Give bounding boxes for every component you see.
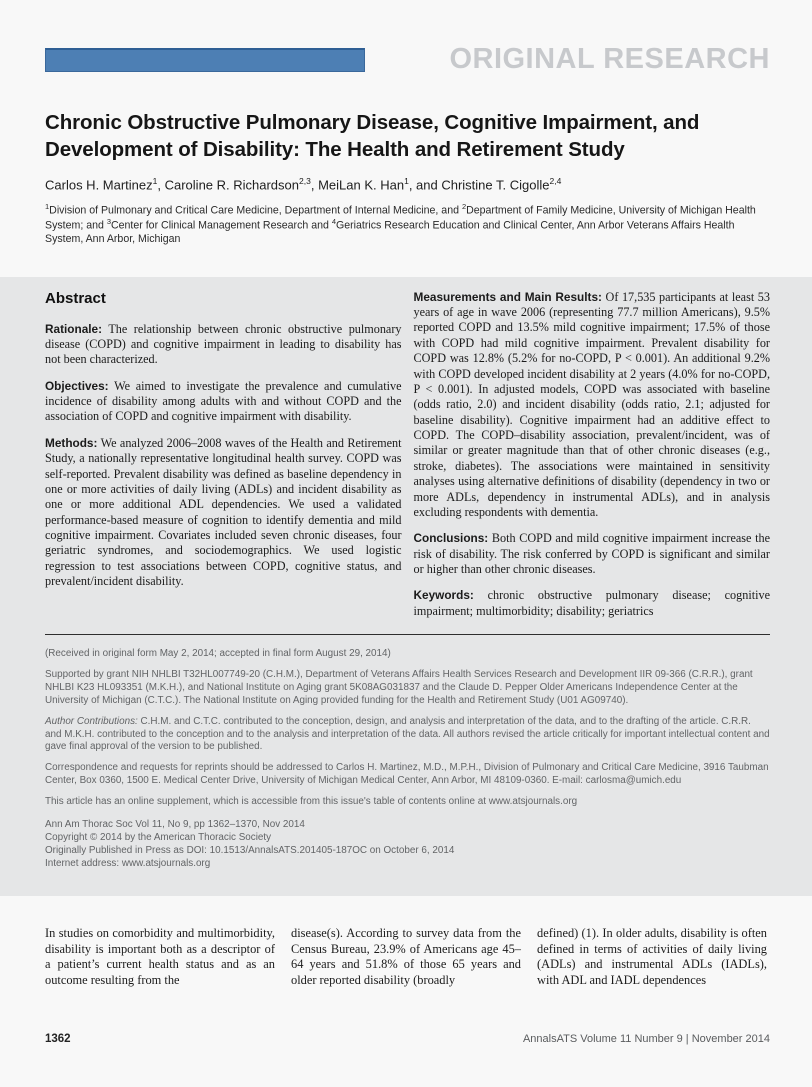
citation-doi: Originally Published in Press as DOI: 10.1513/AnnalsATS.201405-187OC on October 6, 2014 bbox=[45, 844, 455, 856]
paragraph-label: Objectives: bbox=[45, 378, 109, 393]
affiliation-text: Center for Clinical Management Research and bbox=[111, 220, 332, 233]
footnote-supplement: This article has an online supplement, which is accessible from this issue's table of contents online at www.atsjournals.org bbox=[45, 796, 578, 808]
affiliations bbox=[45, 202, 767, 247]
intro-column-2: disease(s). According to survey data from the Census Bureau, 23.9% of Americans age 45–64 years and 51.8% of those 65 years and older reported disability (broadly bbox=[291, 926, 521, 987]
paragraph-text: We aimed to investigate the prevalence and cumulative incidence of disability among adults with and without COPD and the association of COPD and cognitive impairment with disability. bbox=[45, 378, 402, 424]
affiliation-sup: 4 bbox=[331, 217, 336, 227]
affiliation-text: Geriatrics Research Education and Clinical Center, Ann Arbor Veterans Affairs Health System, Ann Arbor, Michigan bbox=[45, 220, 735, 246]
abstract-heading: Abstract bbox=[45, 289, 106, 307]
paragraph-label: Rationale: bbox=[45, 321, 103, 336]
abstract-paragraph-keywords bbox=[414, 588, 771, 619]
paragraph-text: chronic obstructive pulmonary disease; cognitive impairment; multimorbidity; disability; geriatrics bbox=[413, 588, 770, 618]
paragraph-text: We analyzed 2006–2008 waves of the Health and Retirement Study, a nationally representative longitudinal health survey. COPD was self-reported. Prevalent disability was defined as baseline dependency in one or more activities of daily living (ADLs) and incident disability as one or more additional ADL dependencies. We used a validated performance-based measure of cognition to identify dementia and mild cognitive impairment. Covariates included seven chronic diseases, four geriatric syndromes, and sociodemographics. We used logistic regression to test associations between COPD, cognitive status, and prevalent/incident disability. bbox=[45, 435, 402, 589]
author-separator: , bbox=[310, 177, 319, 193]
author-name: Carlos H. Martinez bbox=[45, 177, 153, 193]
affiliation-sup: 1 bbox=[45, 201, 50, 211]
citation-copyright: Copyright © 2014 by the American Thoracic Society bbox=[45, 831, 272, 843]
abstract bbox=[45, 290, 770, 620]
paragraph-text: Of 17,535 participants at least 53 years of age in wave 2006 (representing 77.7 million Americans), 9.5% reported COPD and 13.5% mild cognitive impairment; 17.5% of those with COPD had mild cognitive impairment. Prevalent disability for COPD was 12.8% (5.2% for no-COPD, P < 0.001). An additional 9.2% with COPD developed incident disability at 2 years (4.0% for no-COPD, P < 0.001). In adjusted models, COPD was associated with baseline (odds ratio, 2.0) and incident disability (odds ratio, 2.1; adjusted for baseline disability). Cognitive impairment had an additive effect to COPD. The COPD–disability association, prevalent/incident, was of similar or greater magnitude than that of other chronic diseases (e.g., stroke, diabetes). The associations were maintained in sensitivity analyses using alternative definitions of disability (dependency in two or more ADLs, dependency in instrumental ADLs), and in analysis excluding respondents with dementia. bbox=[413, 289, 770, 519]
abstract-paragraph-results bbox=[414, 290, 771, 521]
banner-blue-bar bbox=[45, 48, 365, 72]
paragraph-text: Both COPD and mild cognitive impairment increase the risk of disability. The risk conferred by COPD is significant and similar or higher than other chronic diseases. bbox=[413, 531, 770, 577]
footnote-contributions-text: C.H.M. and C.T.C. contributed to the conception, design, and analysis and interpretation of the data, and to the drafting of the article. C.R.R. and M.K.H. contributed to the conception and to the analysis and interpretation of the data. All authors revised the article critically for important intellectual content and gave final approval of the version to be published. bbox=[45, 715, 770, 753]
title-block bbox=[0, 76, 812, 247]
paragraph-label: Keywords: bbox=[413, 588, 474, 603]
author-name: MeiLan K. Han bbox=[318, 177, 405, 193]
affiliation-sup: 2 bbox=[461, 201, 467, 211]
abstract-right-column bbox=[414, 290, 771, 620]
intro-column-3: defined) (1). In older adults, disability is often defined in terms of activities of daily living (ADLs) and instrumental ADLs (IADLs), with ADL and IADL dependences bbox=[537, 926, 767, 987]
banner-label: ORIGINAL RESEARCH bbox=[449, 43, 770, 75]
author-affil-sup: 1 bbox=[152, 176, 158, 187]
abstract-left-column bbox=[45, 290, 402, 620]
paragraph-label: Conclusions: bbox=[413, 531, 489, 546]
paragraph-text: The relationship between chronic obstructive pulmonary disease (COPD) and cognitive impairment in leading to disability has not been characterized. bbox=[45, 321, 402, 367]
abstract-band bbox=[0, 277, 812, 897]
author-affil-sup: 2,4 bbox=[549, 176, 562, 187]
author-name: Christine T. Cigolle bbox=[441, 177, 550, 193]
author-separator: , bbox=[157, 177, 165, 193]
affiliation-text: Division of Pulmonary and Critical Care Medicine, Department of Internal Medicine, and bbox=[49, 204, 462, 217]
author-affil-sup: 2,3 bbox=[299, 176, 311, 187]
affiliation-text: Department of Family Medicine, University of Michigan Health System; and bbox=[45, 204, 756, 233]
footnotes bbox=[45, 635, 770, 870]
page-title: Chronic Obstructive Pulmonary Disease, Cognitive Impairment, and Development of Disability: The Health and Retirement Study bbox=[45, 111, 700, 161]
citation-internet-address: Internet address: www.atsjournals.org bbox=[45, 857, 211, 869]
affiliation-sup: 3 bbox=[106, 217, 111, 227]
journal-banner bbox=[0, 0, 812, 76]
page-number: 1362 bbox=[45, 1033, 71, 1045]
footnote-contributions-label: Author Contributions: bbox=[45, 715, 138, 727]
abstract-paragraph-methods bbox=[45, 436, 402, 590]
abstract-paragraph-rationale bbox=[45, 322, 402, 368]
paragraph-label: Methods: bbox=[45, 435, 98, 450]
paragraph-label: Measurements and Main Results: bbox=[413, 289, 602, 304]
article-intro bbox=[0, 896, 812, 988]
intro-column-1: In studies on comorbidity and multimorbidity, disability is important both as a descriptor of a patient’s current health status and as an outcome resulting from the bbox=[45, 926, 275, 987]
citation-volume: Ann Am Thorac Soc Vol 11, No 9, pp 1362–1370, Nov 2014 bbox=[45, 818, 305, 830]
author-affil-sup: 1 bbox=[404, 176, 409, 187]
author-separator: , and bbox=[408, 177, 442, 193]
footnote-correspondence: Correspondence and requests for reprints should be addressed to Carlos H. Martinez, M.D., M.P.H., Division of Pulmonary and Critical Care Medicine, 3916 Taubman Center, Box 0360, 1500 E. Medical Center Drive, University of Michigan Medical Center, Ann Arbor, MI 48109-0360. E-mail: carlosma@umich.edu bbox=[45, 762, 769, 787]
author-name: Caroline R. Richardson bbox=[164, 177, 300, 193]
footnote-supported: Supported by grant NIH NHLBI T32HL007749-20 (C.H.M.), Department of Veterans Affairs Health Services Research and Development IIR 09-366 (C.R.R.), grant NHLBI K23 HL093351 (M.K.H.), and National Institute on Aging grant 5K08AG031837 and the Claude D. Pepper Older Americans Independence Center at the University of Michigan (C.T.C.). The National Institute on Aging provided funding for the Health and Retirement Study (U01 AG09740). bbox=[45, 669, 753, 706]
abstract-paragraph-conclusions bbox=[414, 531, 771, 577]
journal-issue-info: AnnalsATS Volume 11 Number 9 | November 2014 bbox=[522, 1033, 770, 1045]
footnote-contributions bbox=[45, 716, 770, 755]
citation-block bbox=[45, 819, 770, 871]
page-footer bbox=[45, 1033, 770, 1045]
author-line bbox=[45, 176, 767, 192]
abstract-paragraph-objectives bbox=[45, 379, 402, 425]
footnote-received: (Received in original form May 2, 2014; accepted in final form August 29, 2014) bbox=[45, 648, 391, 660]
